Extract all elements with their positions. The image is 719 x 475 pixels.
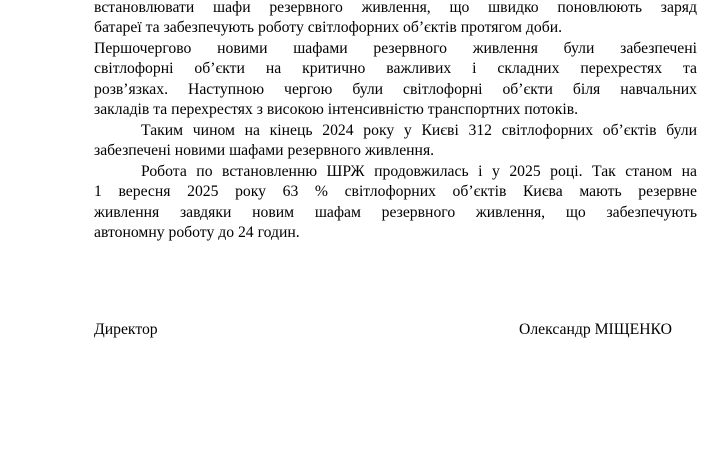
text-line-4: світлофорні об’єкти на критично важливих і складних перехрестях та: [94, 60, 697, 77]
signature-name: Олександр МІЩЕНКО: [519, 321, 672, 338]
text-line-2: батареї та забезпечують роботу світлофорних об’єктів протягом доби.: [94, 19, 563, 36]
text-line-5: розв’язках. Наступною чергою були світлофорні об’єкти біля навчальних: [94, 81, 697, 98]
text-line-6: закладів та перехрестях з високою інтенсивністю транспортних потоків.: [94, 101, 579, 118]
text-line-12: автономну роботу до 24 годин.: [94, 224, 300, 241]
text-line-3: Першочергово новими шафами резервного живлення були забезпечені: [94, 40, 697, 57]
signature-title: Директор: [94, 321, 158, 338]
text-line-1: встановлювати шафи резервного живлення, що швидко поновлюють заряд: [94, 0, 697, 16]
text-line-11: живлення завдяки новим шафам резервного живлення, що забезпечують: [94, 204, 697, 221]
text-line-7: Таким чином на кінець 2024 року у Києві 312 світлофорних об’єктів були: [141, 122, 697, 139]
text-line-10: 1 вересня 2025 року 63 % світлофорних об’єктів Києва мають резервне: [94, 183, 697, 200]
text-line-9: Робота по встановленню ШРЖ продовжилась і у 2025 році. Так станом на: [141, 163, 697, 180]
text-line-8: забезпечені новими шафами резервного живлення.: [94, 142, 435, 159]
